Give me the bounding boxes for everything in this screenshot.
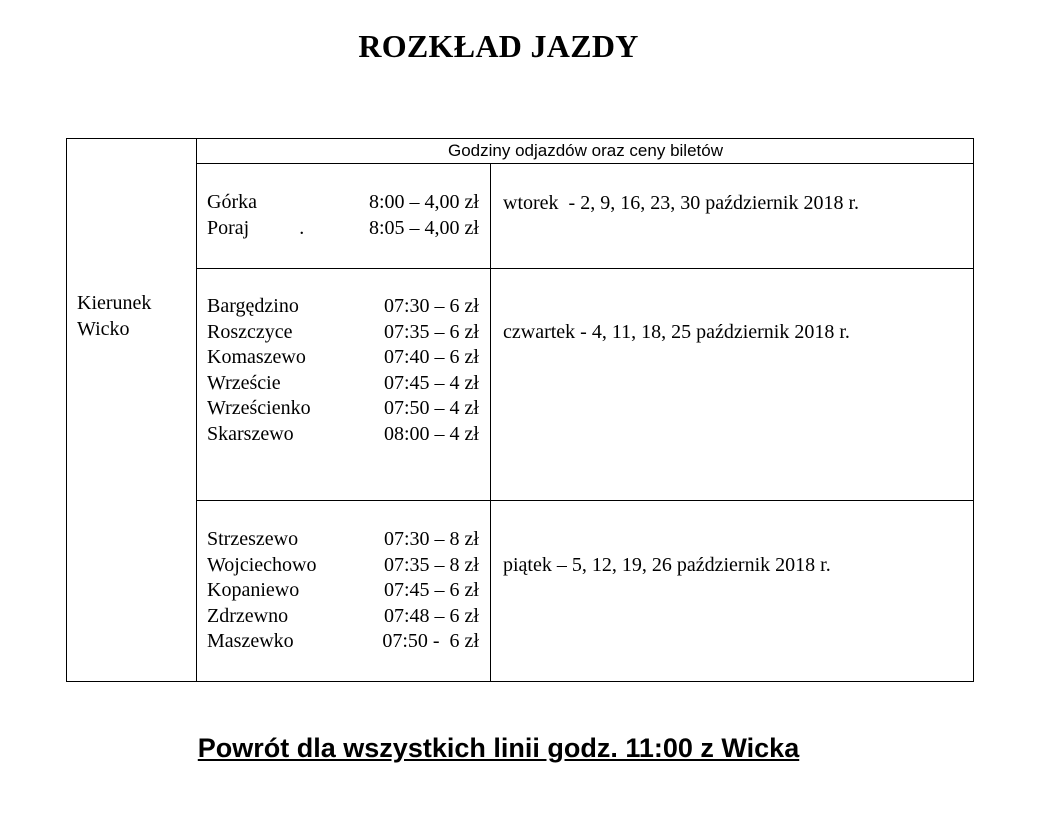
- table-right-border: [973, 138, 974, 682]
- stop-time-price: 07:45 – 6 zł: [384, 579, 479, 602]
- direction-destination: Wicko: [77, 318, 130, 340]
- list-item: [207, 604, 479, 630]
- table-top-border: [66, 138, 974, 139]
- list-item: [207, 190, 479, 216]
- days-friday: piątek – 5, 12, 19, 26 październik 2018 r.: [503, 554, 831, 576]
- stop-name: Kopaniewo: [207, 579, 300, 602]
- stop-time-price: 07:45 – 4 zł: [384, 371, 479, 394]
- table-bottom-border: [66, 681, 974, 682]
- row-divider-2: [197, 500, 974, 501]
- page-title: ROZKŁAD JAZDY: [358, 28, 639, 64]
- stop-time-price: 07:35 – 8 zł: [384, 553, 479, 576]
- stop-time-price: 07:30 – 6 zł: [384, 295, 479, 317]
- stop-time-price: 07:50 – 4 zł: [384, 397, 479, 420]
- days-tuesday: wtorek - 2, 9, 16, 23, 30 październik 2018 r.: [503, 192, 860, 214]
- stop-time-price: 07:50 - 6 zł: [382, 630, 479, 653]
- direction-label: Kierunek: [77, 292, 152, 314]
- stop-name: Maszewko: [207, 630, 294, 653]
- list-item: [207, 294, 479, 320]
- stop-name: Wrześcienko: [207, 397, 311, 420]
- list-item: [207, 422, 479, 448]
- list-item: [207, 216, 479, 242]
- stops-group-tuesday: [207, 190, 479, 241]
- list-item: [207, 345, 479, 371]
- list-item: [207, 320, 479, 346]
- list-item: [207, 527, 479, 553]
- stop-name: Górka: [207, 191, 257, 213]
- row-divider-1: [197, 268, 974, 269]
- header-divider: [197, 163, 974, 164]
- stops-group-thursday: [207, 294, 479, 448]
- list-item: [207, 578, 479, 604]
- days-thursday: czwartek - 4, 11, 18, 25 październik 2018 r.: [503, 321, 850, 343]
- stop-name: Wojciechowo: [207, 553, 317, 576]
- stops-column-divider: [490, 163, 491, 682]
- stop-name: Strzeszewo: [207, 528, 299, 550]
- stop-name: Komaszewo: [207, 346, 306, 369]
- stop-time-price: 8:05 – 4,00 zł: [369, 216, 479, 239]
- list-item: [207, 553, 479, 579]
- return-info: Powrót dla wszystkich linii godz. 11:00 z Wicka: [197, 733, 800, 763]
- stop-name: Zdrzewno: [207, 604, 289, 627]
- list-item: [207, 629, 479, 655]
- list-item: [207, 396, 479, 422]
- stop-name: Roszczyce: [207, 320, 293, 343]
- stop-name: Skarszewo: [207, 422, 294, 445]
- stop-time-price: 07:40 – 6 zł: [384, 346, 479, 369]
- table-header: Godziny odjazdów oraz ceny biletów: [448, 141, 723, 160]
- table-left-border: [66, 138, 67, 682]
- list-item: [207, 371, 479, 397]
- direction-cell: [77, 290, 151, 342]
- stop-time-price: 07:35 – 6 zł: [384, 320, 479, 343]
- stops-group-friday: [207, 527, 479, 655]
- stop-name: Wrzeście: [207, 371, 281, 394]
- stop-name: Bargędzino: [207, 295, 299, 317]
- stop-name: Poraj .: [207, 216, 305, 239]
- stop-time-price: 8:00 – 4,00 zł: [369, 191, 479, 213]
- stop-time-price: 08:00 – 4 zł: [384, 422, 479, 445]
- stop-time-price: 07:48 – 6 zł: [384, 604, 479, 627]
- stop-time-price: 07:30 – 8 zł: [384, 528, 479, 550]
- direction-column-divider: [196, 138, 197, 682]
